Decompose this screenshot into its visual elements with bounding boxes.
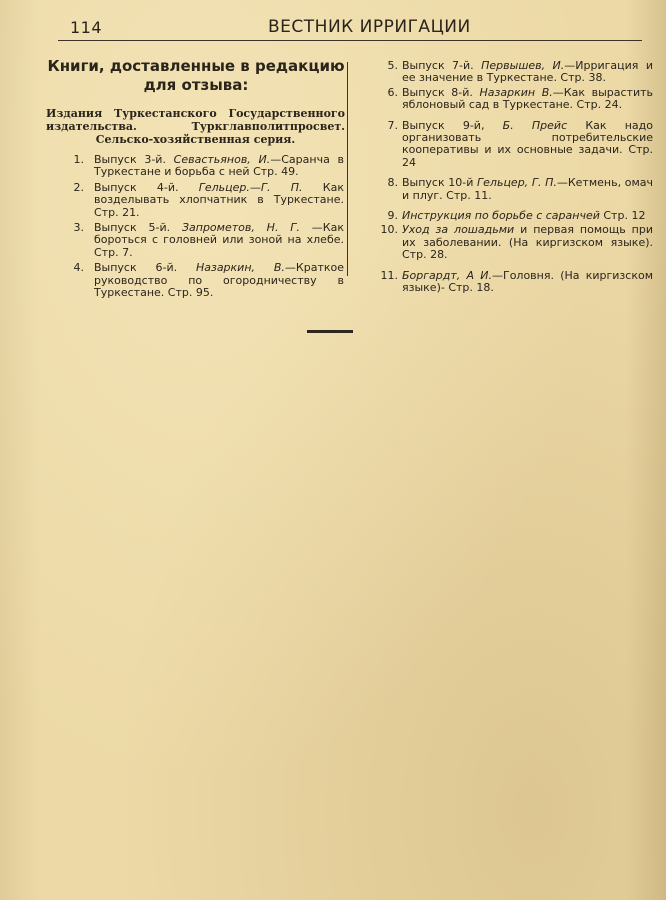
book-entry: [70, 182, 344, 219]
entry-author: Назаркин В.: [479, 85, 553, 99]
book-entry: [378, 87, 653, 112]
entry-title: —Ирригация и ее значение в Туркестане. Стр. 38.: [402, 59, 653, 85]
entry-issue: Выпуск 3-й.: [94, 153, 166, 166]
entry-number: 6.: [387, 85, 398, 99]
section-heading: Книги, доставленные в редакцию для отзыва:: [47, 57, 345, 94]
entry-title: —Саранча в Туркестане и борьба с ней Стр. 49.: [94, 153, 344, 179]
entry-title: —Кетмень, омач и плуг. Стр. 11.: [402, 176, 653, 202]
entry-number: 8.: [387, 176, 398, 190]
entry-title: —Как бороться с головней или зоной на хлебе. Стр. 7.: [94, 221, 344, 259]
book-entry: [378, 210, 653, 222]
entry-author: Гельцер, Г. П.: [477, 176, 557, 190]
entry-issue: Выпуск 8-й.: [402, 85, 473, 99]
book-list-right: [378, 60, 653, 297]
book-entry: [378, 60, 653, 85]
entry-author: Севастьянов, И.: [173, 153, 271, 166]
book-entry: [70, 262, 344, 299]
entry-title: Стр. 12: [603, 209, 646, 223]
section-end-rule: [307, 330, 353, 333]
book-entry: [378, 177, 653, 202]
entry-issue: Выпуск 10-й: [402, 176, 474, 190]
journal-title: ВЕСТНИК ИРРИГАЦИИ: [268, 17, 471, 37]
column-divider: [347, 62, 348, 276]
entry-number: 5.: [387, 59, 398, 72]
entry-title: и первая помощь при их заболевании. (На киргизском языке). Стр. 28.: [402, 223, 653, 262]
entry-issue: Выпуск 6-й.: [94, 261, 178, 275]
entry-title: Как возделывать хлопчатник в Туркестане. Стр. 21.: [94, 180, 344, 219]
entry-number: 4.: [73, 261, 84, 275]
entry-number: 9.: [387, 209, 398, 223]
entry-author: Назаркин, В.: [195, 261, 285, 275]
header-rule: [58, 40, 642, 41]
entry-issue: Выпуск 7-й.: [402, 59, 474, 72]
book-list-left: [70, 154, 344, 302]
publisher-subheading: Издания Туркестанского Государственного издательства. Туркглавполитпросвет. Сельско-хозяйственная серия.: [46, 107, 345, 146]
entry-number: 10.: [380, 223, 398, 237]
entry-author: Б. Прейс: [502, 118, 568, 132]
book-entry: [378, 120, 653, 170]
entry-number: 3.: [73, 221, 84, 235]
entry-author: Запрометов, Н. Г.: [181, 221, 300, 235]
entry-number: 11.: [380, 268, 398, 282]
entry-number: 2.: [73, 180, 84, 194]
entry-author: Инструкция по борьбе с саранчей: [402, 209, 600, 223]
entry-issue: Выпуск 5-й.: [94, 221, 171, 235]
book-entry: [70, 154, 344, 179]
entry-title: Как надо организовать потребительские кооперативы и их основные задачи. Стр. 24: [402, 118, 653, 169]
entry-number: 7.: [387, 118, 398, 132]
entry-issue: Выпуск 4-й.: [94, 180, 179, 194]
book-entry: [378, 270, 653, 295]
book-entry: [378, 224, 653, 261]
entry-author: Гельцер.—Г. П.: [198, 180, 303, 194]
entry-author: Уход за лошадьми: [402, 223, 515, 237]
entry-title: —Как вырастить яблоновый сад в Туркестане. Стр. 24.: [402, 85, 653, 112]
entry-author: Боргардт, А И.: [402, 268, 492, 282]
book-entry: [70, 222, 344, 259]
entry-issue: Выпуск 9-й,: [402, 118, 485, 132]
entry-title: —Головня. (На киргизском языке)- Стр. 18.: [402, 268, 654, 295]
entry-author: Первышев, И.: [481, 59, 565, 72]
page-number: 114: [70, 18, 103, 37]
entry-number: 1.: [73, 153, 84, 166]
entry-title: —Краткое руководство по огородничеству в Туркестане. Стр. 95.: [94, 261, 345, 300]
